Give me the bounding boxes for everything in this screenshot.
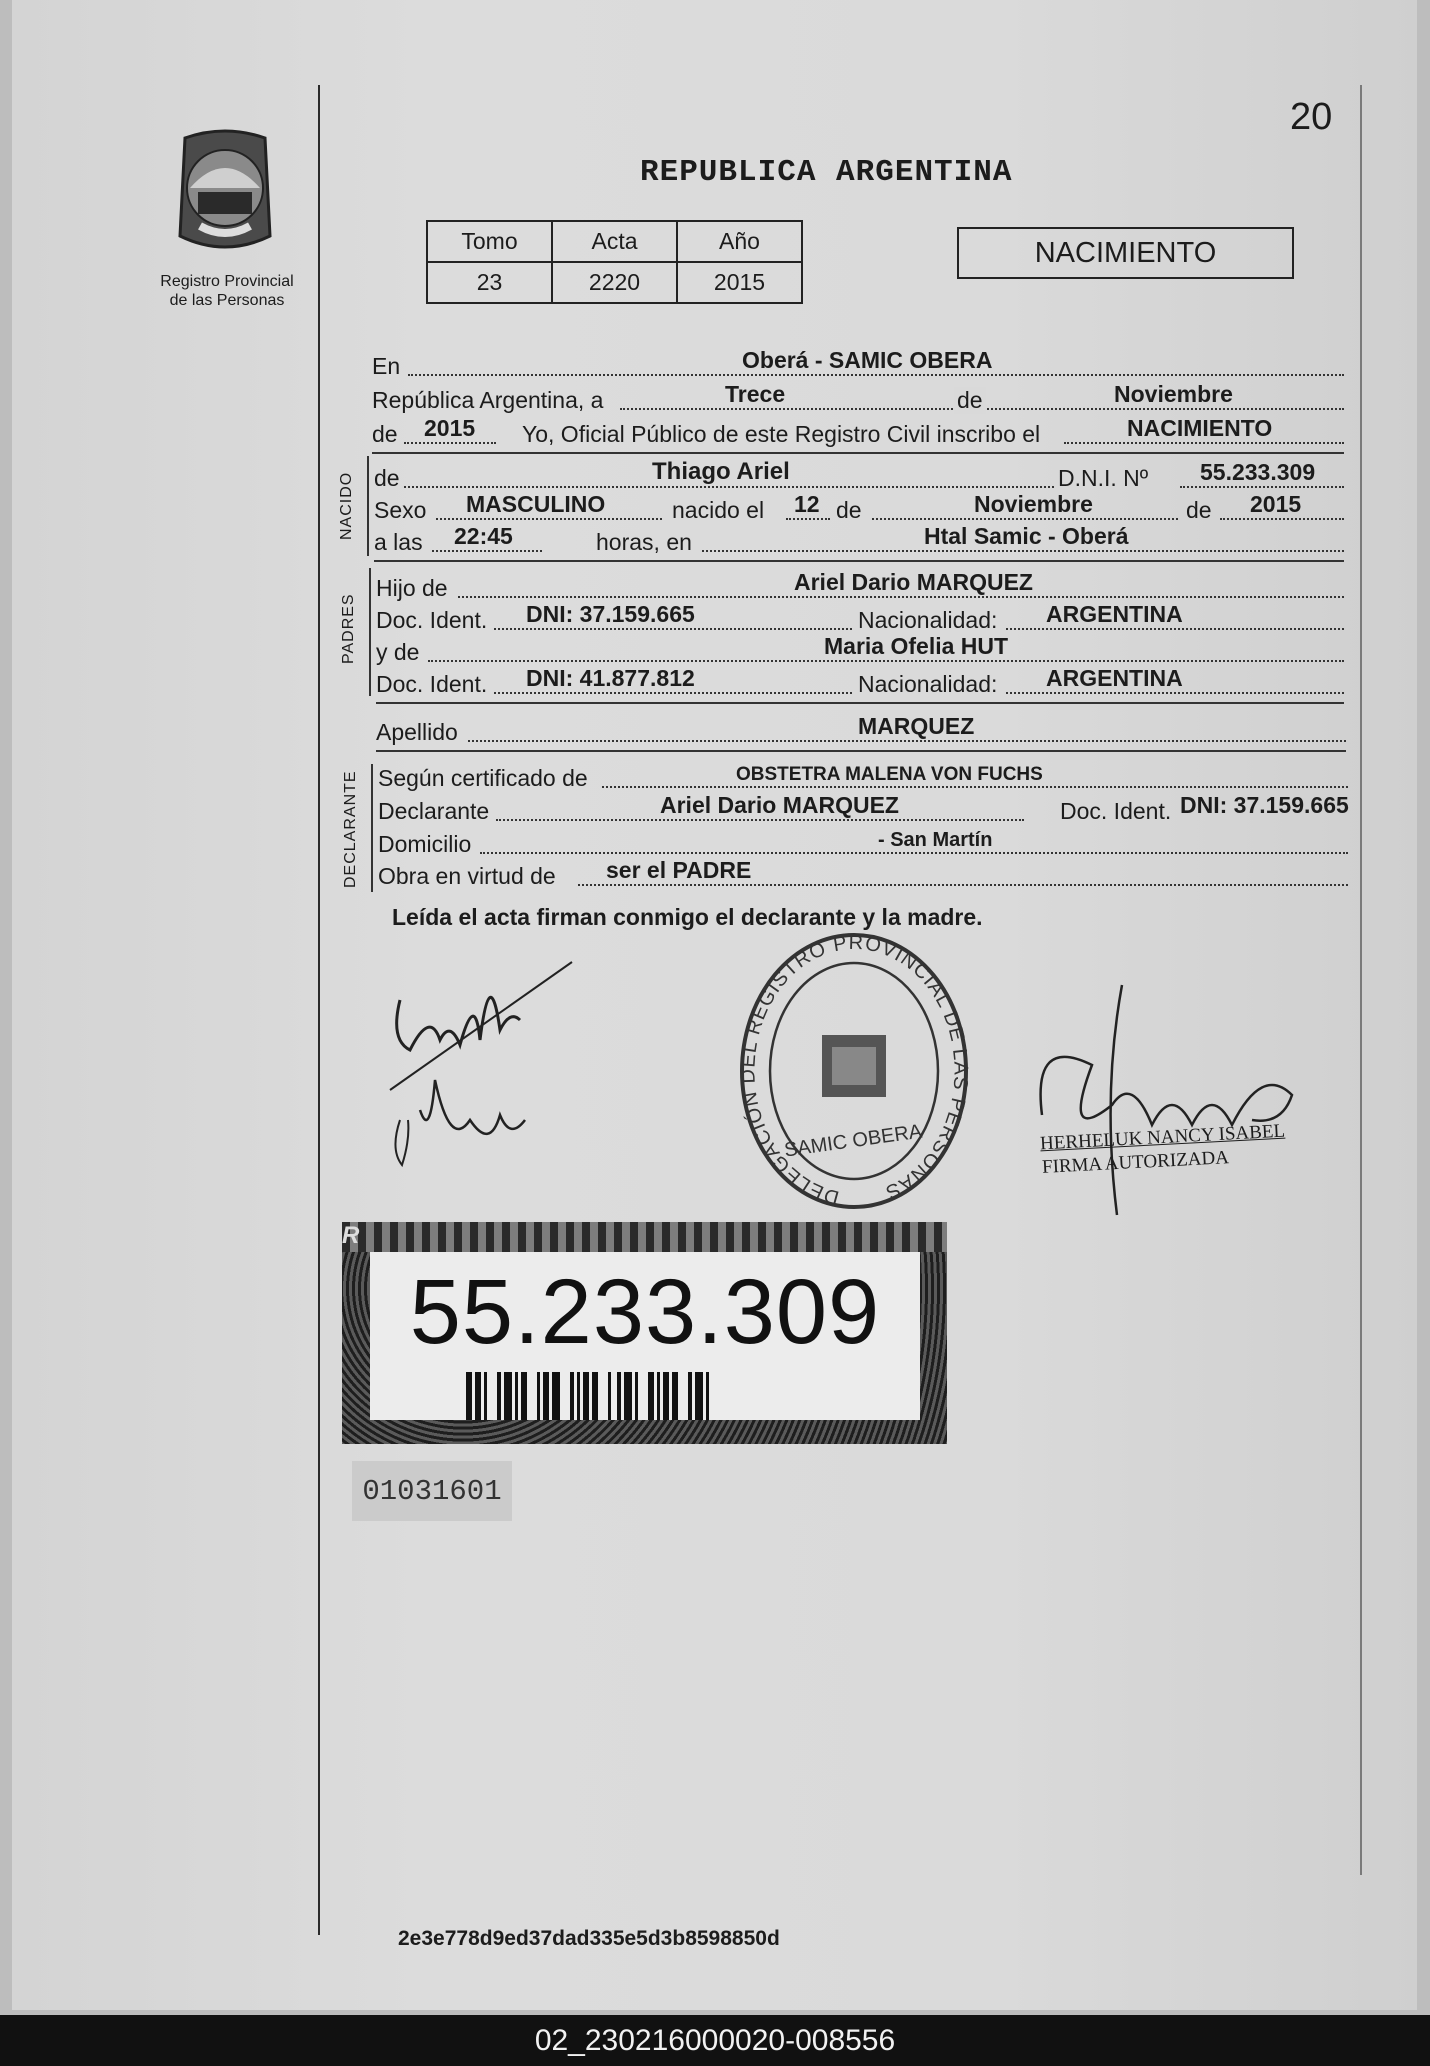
dots [468,740,1346,742]
value-day: Trece [725,381,786,407]
label-declarante: Declarante [378,798,490,824]
section-bracket-declarante [371,764,373,892]
official-signature [1022,975,1312,1235]
barcode-bar [583,1372,589,1420]
misiones-seal-icon [150,128,300,268]
barcode-bar [706,1372,709,1420]
section-label-padres: PADRES [340,593,357,664]
stamp-ring-text: DELEGACIÓN DEL REGISTRO PROVINCIAL DE LAS PERSONAS [737,931,972,1209]
value-declarante-doc: DNI: 37.159.665 [1180,792,1349,818]
document-title: REPUBLICA ARGENTINA [640,155,1013,190]
row-en [372,347,1344,380]
label-apellido: Apellido [376,719,458,745]
file-id-footer: 02_230216000020-008556 [0,2015,1430,2066]
dots [494,692,852,694]
document-hash: 2e3e778d9ed37dad335e5d3b8598850d [398,1927,780,1950]
dots [496,819,1024,821]
barcode-bar [577,1372,580,1420]
barcode-number: 55.233.309 [409,1261,881,1363]
barcode-bar [537,1372,540,1420]
label-nacido-el: nacido el [672,497,765,523]
row-hijo-de [376,569,1344,602]
logo-caption [137,272,317,310]
value-birth-month: Noviembre [974,491,1093,517]
row-nacido-name [374,458,1344,492]
registry-stamp [732,925,977,1215]
registry-header-row [427,221,802,262]
dots [578,884,1348,886]
declarant-signature [380,950,580,1200]
label-dni: D.N.I. Nº [1058,465,1149,491]
registry-value-row [427,262,802,303]
barcode-panel [370,1252,920,1420]
barcode-bar [663,1372,669,1420]
barcode-bar [695,1372,703,1420]
label-a-las: a las [374,529,423,555]
barcode-bar [635,1372,638,1420]
value-sexo: MASCULINO [466,491,606,517]
barcode-tile-letter: R [342,1222,360,1249]
barcode-bars [466,1372,830,1420]
separator-rule [376,750,1346,752]
registry-value-cell: 2220 [552,262,677,303]
dots [436,518,662,520]
margin-line-right [1360,85,1362,1875]
label-yo: Yo, Oficial Público de este Registro Civil inscribo el [522,421,1041,447]
row-segun [378,762,1348,792]
section-bracket-nacido [367,456,369,556]
margin-line-left [318,85,320,1935]
value-declarante-name: Ariel Dario MARQUEZ [660,792,899,818]
label-sexo: Sexo [374,497,427,523]
separator-rule [374,560,1344,562]
row-sexo [374,491,1344,524]
value-father-doc: DNI: 37.159.665 [526,601,695,627]
dots [404,442,496,444]
value-inscribo: NACIMIENTO [1127,415,1273,441]
value-birth-place: Htal Samic - Oberá [924,523,1129,549]
label-de: de [1186,497,1212,523]
dots [428,660,1344,662]
row-mother-doc [376,665,1344,698]
registry-header-cell: Año [677,221,802,262]
dots [1180,486,1344,488]
value-time: 22:45 [454,523,513,549]
barcode-bar [624,1372,632,1420]
logo-caption-line-2: de las Personas [169,292,285,309]
barcode-bar [552,1372,560,1420]
value-mother-doc: DNI: 41.877.812 [526,665,695,691]
dots [480,852,1348,854]
label-de: de [954,387,986,414]
barcode-bar [657,1372,660,1420]
value-month: Noviembre [1114,381,1233,407]
dots [408,374,1344,376]
barcode-bar [688,1372,692,1420]
registry-header-cell: Acta [552,221,677,262]
section-bracket-padres [369,568,371,696]
dots [1064,442,1344,444]
dots [786,518,830,520]
label-doc-ident: Doc. Ident. [1060,798,1172,824]
label-segun: Según certificado de [378,765,588,791]
row-domicilio [378,828,1348,858]
value-certificado: OBSTETRA MALENA VON FUCHS [736,764,1043,785]
value-birth-day: 12 [794,491,820,517]
dots [494,628,852,630]
label-de-year: de [372,421,398,447]
label-y-de: y de [376,639,420,665]
act-type-box: NACIMIENTO [957,227,1294,279]
section-label-declarante: DECLARANTE [342,770,359,888]
row-y-de [376,633,1344,666]
barcode-bar [515,1372,518,1420]
row-republica [372,381,1344,414]
row-declarante [378,792,1349,825]
label-doc-ident: Doc. Ident. [376,607,488,633]
label-de: de [374,465,400,491]
registry-header-cell: Tomo [427,221,552,262]
label-en: En [372,353,401,379]
row-year [372,415,1344,448]
label-domicilio: Domicilio [378,831,472,857]
dots [1006,628,1344,630]
barcode-bar [497,1372,501,1420]
logo-caption-line-1: Registro Provincial [160,273,294,290]
official-title: FIRMA AUTORIZADA [1041,1147,1230,1178]
dots [404,486,1054,488]
official-name: HERHELUK NANCY ISABEL [1039,1120,1286,1155]
barcode-bar [617,1372,621,1420]
row-obra [378,857,1348,890]
barcode-bar [648,1372,654,1420]
value-apellido: MARQUEZ [858,713,975,739]
barcode-bar [672,1372,678,1420]
barcode-bar [521,1372,527,1420]
dots [1220,518,1344,520]
label-horas-en: horas, en [596,529,692,555]
dots [458,596,1344,598]
barcode-bar [608,1372,611,1420]
separator-rule [372,452,1344,454]
closing-statement: Leída el acta firman conmigo el declarante y la madre. [392,904,983,930]
value-birth-year: 2015 [1250,491,1302,517]
row-hora [374,523,1344,556]
dots [1006,692,1344,694]
label-republica: República Argentina, a [372,387,604,413]
section-label-nacido: NACIDO [338,471,355,540]
value-obra: ser el PADRE [606,857,752,883]
barcode-bar [466,1372,472,1420]
document-page [12,0,1417,2010]
label-hijo-de: Hijo de [376,575,448,601]
label-doc-ident: Doc. Ident. [376,671,488,697]
page-number: 20 [1290,96,1333,138]
value-mother-name: Maria Ofelia HUT [824,633,1009,659]
value-child-name: Thiago Ariel [652,458,790,485]
dni-barcode-label [342,1222,947,1444]
value-year: 2015 [424,415,476,441]
registry-value-cell: 2015 [677,262,802,303]
registry-logo [150,128,300,268]
value-domicilio: - San Martín [878,829,993,851]
dots [432,550,542,552]
dots [702,550,1344,552]
barcode-bar [475,1372,481,1420]
label-nacionalidad: Nacionalidad: [858,607,998,633]
barcode-bar [570,1372,574,1420]
value-father-nationality: ARGENTINA [1046,601,1183,627]
value-mother-nationality: ARGENTINA [1046,665,1183,691]
separator-rule [376,702,1344,704]
registry-table [426,220,803,304]
value-en: Oberá - SAMIC OBERA [742,347,993,373]
value-child-dni: 55.233.309 [1200,459,1316,485]
label-nacionalidad: Nacionalidad: [858,671,998,697]
label-obra: Obra en virtud de [378,863,556,889]
row-father-doc [376,601,1344,634]
row-apellido [376,713,1346,746]
barcode-bar [484,1372,487,1420]
label-de: de [836,497,862,523]
registry-value-cell: 23 [427,262,552,303]
dots [602,786,1348,788]
serial-stamp: 01031601 [352,1461,512,1521]
value-father-name: Ariel Dario MARQUEZ [794,569,1033,595]
barcode-pattern [342,1222,947,1252]
dots [872,518,1178,520]
barcode-bar [543,1372,549,1420]
barcode-bar [592,1372,598,1420]
barcode-bar [504,1372,512,1420]
stamp-inner-text: SAMIC OBERA [782,1120,924,1162]
